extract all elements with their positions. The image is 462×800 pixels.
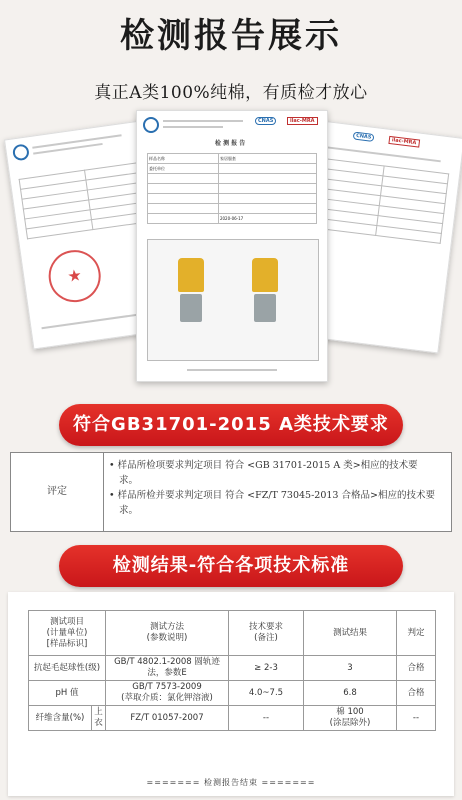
row-verdict: --: [397, 706, 436, 731]
report-date: 2020-06-17: [218, 214, 316, 224]
lab-logo-icon: [12, 143, 30, 161]
row-result: 6.8: [304, 681, 397, 706]
certificate-center: [136, 110, 328, 382]
page-subtitle: 真正A类100%纯棉，有质检才放心: [94, 83, 368, 103]
standard-banner: 符合GB31701-2015 A类技术要求: [59, 404, 403, 446]
row-result: 棉 100 (涂层除外): [304, 706, 397, 731]
assessment-label: 评定: [11, 453, 104, 531]
row-item: pH 值: [29, 681, 106, 706]
pajama-top-icon: [252, 258, 278, 292]
col-verdict: 判定: [397, 611, 436, 656]
assessment-line-1b: 求。: [119, 475, 139, 486]
assessment-line-2b: 求。: [119, 505, 139, 516]
sample-photo: [147, 239, 319, 361]
report-end-line: ======= 检测报告结束 =======: [146, 778, 316, 787]
cnas-badge: CNAS: [255, 117, 276, 125]
row-requirement: ≥ 2-3: [229, 656, 304, 681]
row-method: GB/T 7573-2009 (萃取介质：氯化钾溶液): [106, 681, 229, 706]
red-seal-icon: [45, 247, 104, 306]
col-item: 测试项目 (计量单位) [样品标识]: [29, 611, 106, 656]
ilac-badge: ilac-MRA: [287, 117, 318, 125]
page-title: 检测报告展示: [120, 16, 342, 56]
results-panel: [8, 592, 454, 796]
row-subitem: 上衣: [92, 706, 106, 731]
lab-logo-icon: [143, 117, 159, 133]
row-method: FZ/T 01057-2007: [106, 706, 229, 731]
pajama-pants-icon: [254, 294, 276, 322]
results-banner: 检测结果-符合各项技术标准: [59, 545, 403, 587]
client-label: 委托单位: [148, 164, 219, 174]
assessment-line-1: • 样品所检项要求判定项目 符合 <GB 31701-2015 A 类>相应的技术要: [109, 460, 418, 471]
assessment-line-2: • 样品所检并要求判定项目 符合 <FZ/T 73045-2013 合格品>相应的技术要: [109, 490, 435, 501]
table-row: [29, 706, 436, 731]
row-result: 3: [304, 656, 397, 681]
row-verdict: 合格: [397, 656, 436, 681]
row-item: 纤维含量(%): [29, 706, 92, 731]
row-item: 抗起毛起球性(级): [29, 656, 106, 681]
certificate-stack: [0, 108, 462, 408]
sample-value: 家居服套: [218, 154, 316, 164]
report-heading: 检 测 报 告: [215, 140, 246, 147]
col-result: 测试结果: [304, 611, 397, 656]
row-method: GB/T 4802.1-2008 圆轨迹法，参数E: [106, 656, 229, 681]
pajama-top-icon: [178, 258, 204, 292]
results-table: [28, 610, 436, 731]
row-requirement: --: [229, 706, 304, 731]
pajama-pants-icon: [180, 294, 202, 322]
table-row: [29, 681, 436, 706]
row-verdict: 合格: [397, 681, 436, 706]
table-row: [29, 656, 436, 681]
ilac-badge: ilac-MRA: [388, 136, 419, 148]
assessment-excerpt: [10, 452, 452, 532]
col-method: 测试方法 (参数说明): [106, 611, 229, 656]
cnas-badge: CNAS: [353, 131, 375, 142]
sample-label: 样品名称: [148, 154, 219, 164]
row-requirement: 4.0~7.5: [229, 681, 304, 706]
table-header-row: [29, 611, 436, 656]
col-requirement: 技术要求 (备注): [229, 611, 304, 656]
